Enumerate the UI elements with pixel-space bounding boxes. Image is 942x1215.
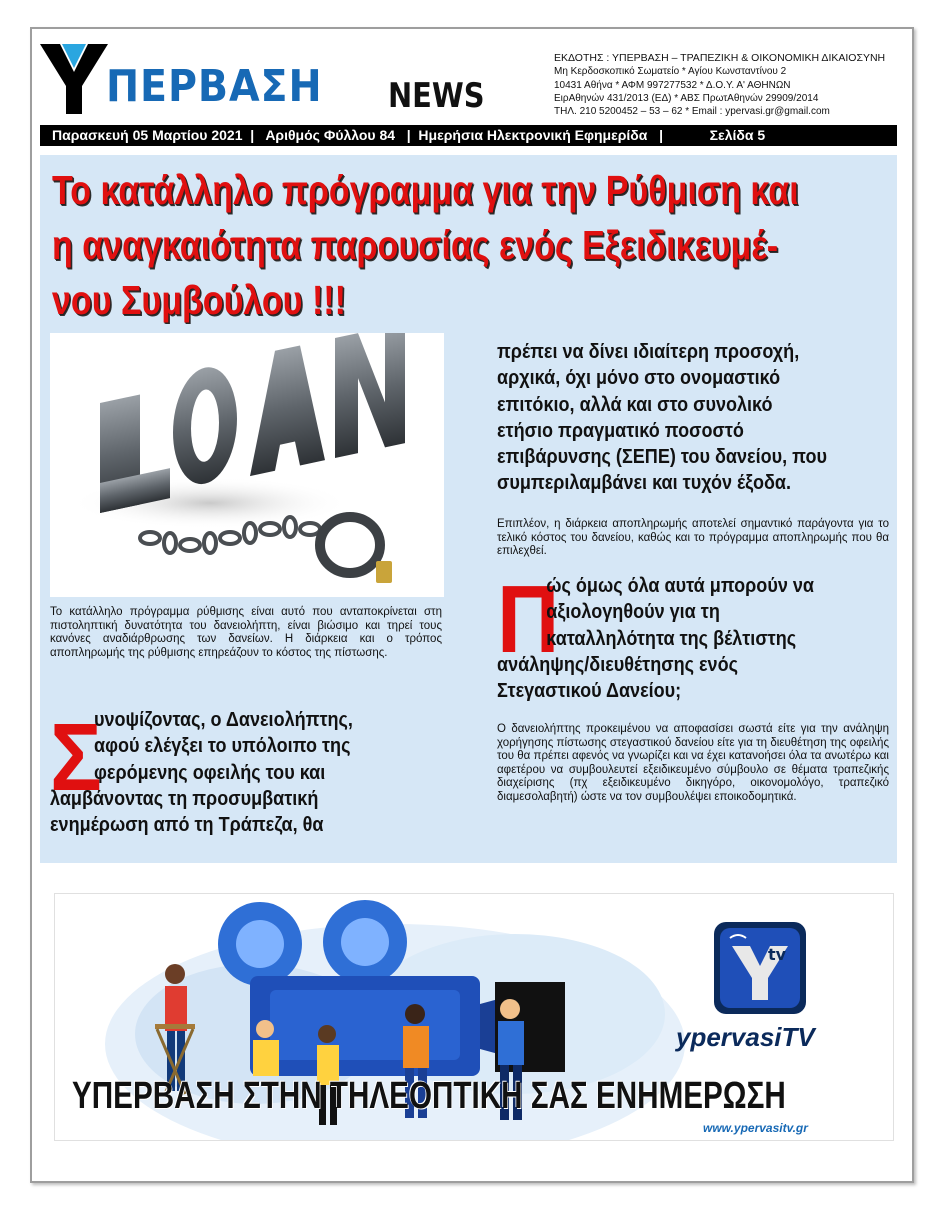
- tv-brand: ypervasiTV: [676, 1022, 815, 1052]
- bold-line: υνοψίζοντας, ο Δανειολήπτης,: [94, 708, 353, 731]
- right-bold-text: [497, 339, 902, 497]
- ypervasi-tv-logo-icon: [712, 920, 808, 1016]
- masthead-logo: [40, 38, 490, 118]
- publisher-line: ΤΗΛ. 210 5200452 – 53 – 62 * Email : ypervasi.gr@gmail.com: [554, 106, 830, 118]
- right-bold-question: [497, 566, 902, 704]
- bold-line: συμπεριλαμβάνει και τυχόν έξοδα.: [497, 471, 792, 495]
- headline-line: νου Συμβούλου !!!: [52, 277, 346, 323]
- tv-logo-text: tv: [768, 945, 787, 964]
- bold-line: φερόμενης οφειλής του και: [94, 760, 326, 784]
- bold-line: πρέπει να δίνει ιδιαίτερη προσοχή,: [497, 340, 800, 363]
- bold-line: ενημέρωση από τη Τράπεζα, θα: [50, 813, 324, 837]
- bold-line: καταλληλότητα της βέλτιστης: [546, 626, 797, 650]
- bold-line: αφού ελέγξει το υπόλοιπο της: [94, 734, 351, 758]
- dropcap-sigma: Σ: [50, 704, 102, 811]
- headline: [52, 163, 894, 328]
- bold-line: ώς όμως όλα αυτά μπορούν να: [546, 574, 814, 597]
- left-bold-text: [50, 704, 446, 838]
- right-paragraph-2: Ο δανειολήπτης προκειμένου να αποφασίσει σωστά είτε για την ανάληψη χορήγησης πίστωσης στεγαστικού δανείου είτε για τη διευθέτηση της οφειλής του θα πρέπει αφενός να γνωρίζει και να έχει κατανοήσει όλα τα ανωτέρω και αφετέρου να συμβουλευτεί εξειδικευμένο σύμβουλο σε θέματα τραπεζικής διαχείρισης (πχ εξειδικευμένο δικηγόρο, οικονομολόγο, τραπεζικό διαμεσολαβητή) ώστε να τον συμβουλέψει εποικοδομητικά.: [497, 723, 889, 803]
- left-paragraph: Το κατάλληλο πρόγραμμα ρύθμισης είναι αυτό που ανταποκρίνεται στη πιστοληπτική δυνατότητα του δανειολήπτη, είναι βιώσιμο και τηρεί τους κανόνες αναδιάρθρωσης των δανείων. Η διάρκεια και ο τρόπος αποπληρωμής της ρύθμισης επηρεάζουν το κόστος της πίστωσης.: [50, 606, 442, 659]
- bold-line: ανάληψης/διευθέτησης ενός: [497, 652, 738, 676]
- logo-news: NEWS: [388, 76, 485, 116]
- loans-image: [50, 333, 444, 597]
- bold-line: λαμβάνοντας τη προσυμβατική: [50, 786, 319, 810]
- bold-line: ετήσιο πραγματικό ποσοστό: [497, 418, 744, 442]
- bold-line: Στεγαστικού Δανείου;: [497, 679, 682, 703]
- dropcap-pi: Π: [497, 566, 560, 673]
- bold-line: αρχικά, όχι μόνο στο ονομαστικό: [497, 366, 781, 390]
- publisher-line: 10431 Αθήνα * ΑΦΜ 997277532 * Δ.Ο.Υ. Α' ΑΘΗΝΩΝ: [554, 79, 791, 91]
- date-bar: Παρασκευή 05 Μαρτίου 2021 | Αριθμός Φύλλου 84 | Ημερήσια Ηλεκτρονική Εφημερίδα | Σελίδα 5: [40, 125, 897, 146]
- loans-chain-illustration: [50, 333, 444, 597]
- headline-line: η αναγκαιότητα παρουσίας ενός Εξειδικευμέ-: [52, 222, 779, 268]
- tv-url-link[interactable]: www.ypervasitv.gr: [703, 1121, 808, 1135]
- banner-title: ΥΠΕΡΒΑΣΗ ΣΤΗΝ ΤΗΛΕΟΠΤΙΚΗ ΣΑΣ ΕΝΗΜΕΡΩΣΗ: [72, 1075, 786, 1117]
- headline-line: Το κατάλληλο πρόγραμμα για την Ρύθμιση και: [52, 167, 799, 213]
- publisher-line: ΕιρΑθηνών 431/2013 (ΕΔ) * ΑΒΣ ΠρωτΑθηνών 29909/2014: [554, 92, 819, 104]
- right-paragraph-1: Επιπλέον, η διάρκεια αποπληρωμής αποτελεί σημαντικό παράγοντα για το τελικό κόστος του δανείου, καθώς και το πρόγραμμα αποπληρωμής που θα επιλεχθεί.: [497, 518, 889, 557]
- logo-text: ΠΕΡΒΑΣΗ: [106, 61, 323, 112]
- bold-line: επιτόκιο, αλλά και στο συνολικό: [497, 392, 773, 416]
- publisher-line: Μη Κερδοσκοπικό Σωματείο * Αγίου Κωνσταντίνου 2: [554, 66, 787, 78]
- logo-y-icon: [40, 42, 110, 114]
- bold-line: αξιολογηθούν για τη: [546, 600, 720, 624]
- publisher-line: ΕΚΔΟΤΗΣ : ΥΠΕΡΒΑΣΗ – ΤΡΑΠΕΖΙΚΗ & ΟΙΚΟΝΟΜΙΚΗ ΔΙΚΑΙΟΣΥΝΗ: [554, 52, 886, 64]
- publisher-info: [554, 52, 894, 118]
- bold-line: επιβάρυνσης (ΣΕΠΕ) του δανείου, που: [497, 445, 827, 469]
